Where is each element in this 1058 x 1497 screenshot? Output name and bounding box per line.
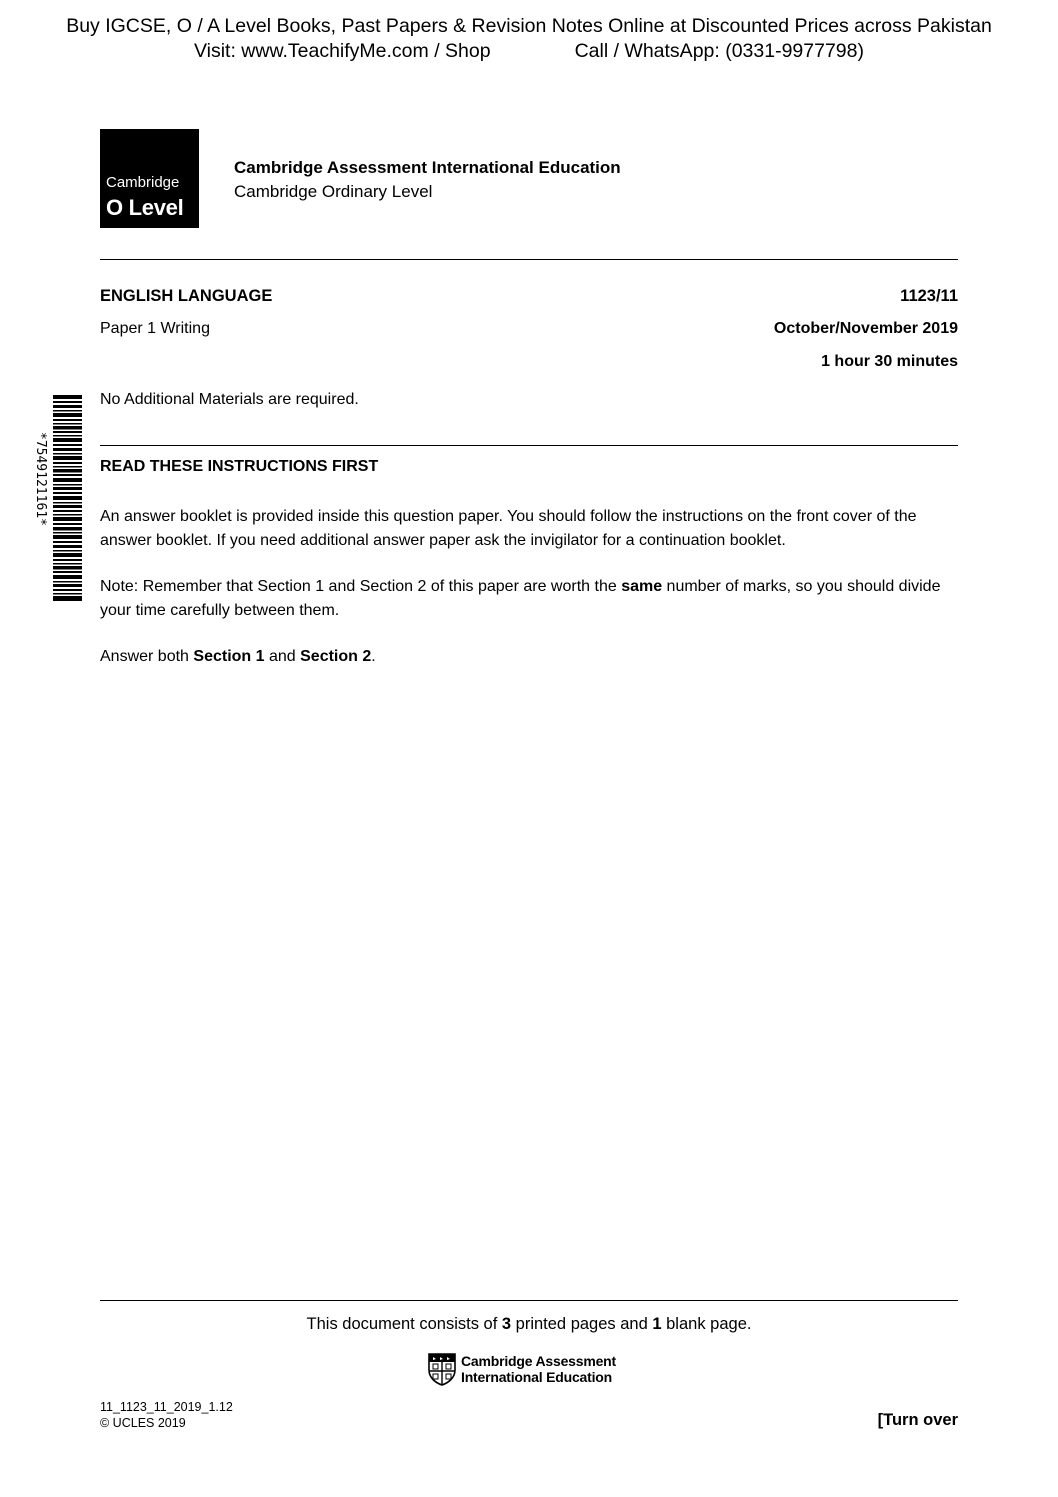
document-code: 11_1123_11_2019_1.12: [100, 1400, 233, 1414]
turn-over-label: [Turn over: [877, 1411, 958, 1429]
instructions-paragraph-1: An answer booklet is provided inside this question paper. You should follow the instructions on the front cover of the answer booklet. If you need additional answer paper ask the invigilator for a continuation booklet.: [100, 508, 917, 549]
blank-page-count: 1: [652, 1315, 662, 1333]
banner-visit-link[interactable]: Visit: www.TeachifyMe.com / Shop: [193, 40, 491, 62]
exam-duration: 1 hour 30 minutes: [821, 353, 958, 370]
organisation-name: Cambridge Assessment International Education: [234, 158, 621, 177]
qualification-level: Cambridge Ordinary Level: [234, 182, 433, 201]
logo-line-1: Cambridge: [106, 174, 180, 191]
banner-line-1: Buy IGCSE, O / A Level Books, Past Papers & Revision Notes Online at Discounted Prices across Pakistan: [66, 15, 992, 37]
barcode-number: [32, 432, 48, 582]
promo-banner: [0, 14, 1058, 64]
divider-bottom: [100, 1300, 958, 1301]
document-reference: [100, 1399, 233, 1431]
para3-text-mid: and: [264, 648, 301, 665]
printed-page-count: 3: [501, 1315, 512, 1333]
cambridge-assessment-logo: [427, 1352, 616, 1386]
para2-emphasis: same: [621, 578, 663, 595]
cae-logo-line-2: International Education: [461, 1369, 612, 1385]
paper-code: 1123/11: [900, 287, 958, 305]
instructions-paragraph-3: [100, 645, 960, 669]
page-count-note: [0, 1315, 1058, 1334]
barcode-number-text: *7549121161*: [33, 432, 48, 526]
instructions-heading: READ THESE INSTRUCTIONS FIRST: [100, 458, 379, 475]
copyright-notice: © UCLES 2019: [100, 1416, 186, 1430]
page-note-mid: printed pages and: [511, 1315, 653, 1333]
paper-name: Paper 1 Writing: [100, 320, 210, 337]
para2-text-after: number of marks, so you should divide your time carefully between them.: [100, 578, 941, 619]
divider-top: [100, 259, 958, 260]
para2-text-before: Note: Remember that Section 1 and Section 2 of this paper are worth the: [100, 578, 622, 595]
crest-icon: [427, 1352, 457, 1386]
materials-note: No Additional Materials are required.: [100, 391, 359, 408]
page-note-before: This document consists of: [306, 1315, 502, 1333]
para3-section-2: Section 2: [300, 648, 372, 665]
logo-line-2: O Level: [106, 195, 184, 220]
cae-logo-line-1: Cambridge Assessment: [461, 1353, 616, 1369]
para3-text-before: Answer both: [100, 648, 194, 665]
page-note-after: blank page.: [661, 1315, 752, 1333]
divider-middle: [100, 445, 958, 446]
subject-title: ENGLISH LANGUAGE: [100, 287, 273, 305]
banner-call: Call / WhatsApp: (0331-9977798): [574, 40, 864, 62]
para3-section-1: Section 1: [193, 648, 265, 665]
organisation-heading: [234, 156, 621, 204]
exam-session: October/November 2019: [773, 320, 958, 337]
para3-text-after: .: [371, 648, 376, 665]
cambridge-o-level-logo: [100, 129, 199, 228]
barcode-icon: [53, 395, 82, 601]
instructions-paragraph-2: [100, 575, 960, 622]
